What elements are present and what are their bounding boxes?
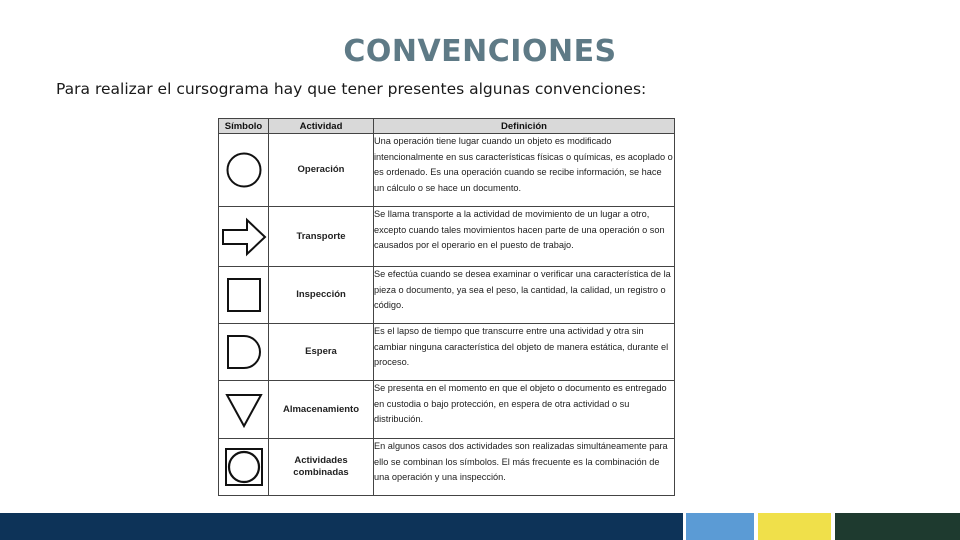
- footer-bar-navy: [0, 513, 683, 540]
- header-activity: Actividad: [269, 119, 374, 134]
- square-icon: [224, 275, 264, 315]
- table-row: [219, 207, 675, 267]
- table-row: [219, 134, 675, 207]
- activity-name: Operación: [269, 134, 374, 207]
- activity-definition: Es el lapso de tiempo que transcurre entre una actividad y otra sin cambiar ninguna característica del objeto de manera estática, durante el proceso.: [374, 324, 675, 381]
- circle-in-square-icon: [223, 446, 265, 488]
- activity-definition: Se presenta en el momento en que el objeto o documento es entregado en custodia o bajo protección, en espera de otra actividad o su distribución.: [374, 381, 675, 439]
- footer-color-bar: [0, 513, 960, 540]
- table-row: [219, 381, 675, 439]
- activity-name: Inspección: [269, 267, 374, 324]
- triangle-down-icon: [224, 390, 264, 430]
- footer-bar-blue: [686, 513, 754, 540]
- activity-name: Transporte: [269, 207, 374, 267]
- conventions-table: [218, 118, 675, 496]
- arrow-right-icon: [221, 217, 267, 257]
- circle-icon: [224, 150, 264, 190]
- footer-bar-darkgreen: [835, 513, 960, 540]
- activity-definition: Una operación tiene lugar cuando un objeto es modificado intencionalmente en sus características físicas o químicas, es acoplado o es ordenado. Es una operación cuando se recibe información, se hace un cálculo o se hace un documento.: [374, 134, 675, 207]
- slide-subtitle: Para realizar el cursograma hay que tener presentes algunas convenciones:: [56, 80, 647, 98]
- activity-definition: En algunos casos dos actividades son realizadas simultáneamente para ello se combinan los símbolos. El más frecuente es la combinación de una operación y una inspección.: [374, 439, 675, 496]
- d-shape-icon: [224, 332, 264, 372]
- activity-definition: Se efectúa cuando se desea examinar o verificar una característica de la pieza o documento, ya sea el peso, la cantidad, la calidad, un registro o código.: [374, 267, 675, 324]
- activity-name: Almacenamiento: [269, 381, 374, 439]
- activity-name: Actividades combinadas: [269, 439, 374, 496]
- table-header-row: [219, 119, 675, 134]
- header-definition: Definición: [374, 119, 675, 134]
- header-symbol: Símbolo: [219, 119, 269, 134]
- footer-bar-yellow: [758, 513, 831, 540]
- activity-definition: Se llama transporte a la actividad de movimiento de un lugar a otro, excepto cuando tales movimientos hacen parte de una operación o son causados por el operario en el puesto de trabajo.: [374, 207, 675, 267]
- table-row: [219, 324, 675, 381]
- activity-name: Espera: [269, 324, 374, 381]
- slide-title: CONVENCIONES: [343, 34, 617, 69]
- table-row: [219, 439, 675, 496]
- table-row: [219, 267, 675, 324]
